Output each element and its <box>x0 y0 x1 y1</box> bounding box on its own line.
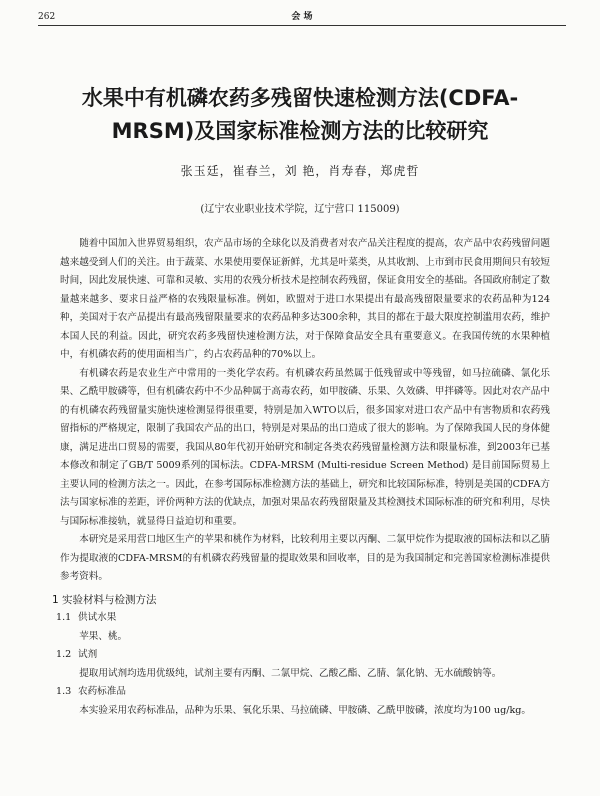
author-list: 张玉廷，崔春兰，刘 艳，肖寿春，郑虎哲 <box>180 164 420 178</box>
article-title: 水果中有机磷农药多残留快速检测方法(CDFA-MRSM)及国家标准检测方法的比较研究 <box>81 86 519 143</box>
header-rule <box>38 25 566 26</box>
subsection-heading: 1.2 试剂 <box>56 649 98 660</box>
intro-paragraph-2: 有机磷农药是农业生产中常用的一类化学农药。有机磷农药虽然属于低残留或中等残留，如马拉硫磷、氯化乐果、乙酰甲胺磷等，但有机磷农药中不少品种属于高毒农药，如甲胺磷、乐果、久效磷、甲拌磷等。因此对农产品中的有机磷农药残留量实施快速检测显得很重要，特别是加入WTO以后，很多国家对进口农产品中有害物质和农药残留指标的严格规定，限制了我国农产品的出口，特别是对果品的出口造成了很大的影响。为了保障我国人民的身体健康，满足进出口贸易的需要，我国从80年代初开始研究和制定各类农药残留量检测方法和限量标准，到2003年已基本修改和制定了GB/T 5009系列的国标法。CDFA-MRSM (Multi-residue Screen Method) 是目前国际贸易上主要认同的检测方法之一。因此，在参考国际标准检测方法的基础上，研究和比较国际标准，特别是美国的CDFA方法与国家标准的差距，评价两种方法的优缺点，加强对果品农药残留限量及其检测技术国际标准的研究和利用，尽快与国际标准接轨，就显得日益迫切和重要。 <box>60 367 550 527</box>
article-body <box>52 235 550 720</box>
affiliation: (辽宁农业职业技术学院，辽宁营口 115009) <box>200 204 400 215</box>
subsection-heading: 1.3 农药标准品 <box>56 686 126 697</box>
intro-paragraph-3: 本研究是采用营口地区生产的苹果和桃作为材料，比较利用主要以丙酮、二氯甲烷作为提取液的国标法和以乙腈作为提取液的CDFA-MRSM的有机磷农药残留量的提取效果和回收率，目的是为我国制定和完善国家检测标准提供参考资料。 <box>60 534 550 582</box>
running-title: 会 场 <box>291 12 313 22</box>
subsection-heading: 1.1 供试水果 <box>56 612 117 623</box>
intro-paragraph-1: 随着中国加入世界贸易组织，农产品市场的全球化以及消费者对农产品关注程度的提高，农产品中农药残留问题越来越受到人们的关注。由于蔬菜、水果使用要保证新鲜，尤其是叶菜类，从其收割、上市到市民食用期间只有较短时间，因此发展快速、可靠和灵敏、实用的农残分析技术是控制农药残留，保证食用安全的基础。各国政府制定了数量越来越多、要求日益严格的农残限量标准。例如，欧盟对于进口水果提出有最高残留限量要求的农药品种为124种，美国对于农产品提出有最高残留限量要求的农药品种多达300余种，其目的都在于最大限度控制滥用农药，维护本国人民的利益。因此，研究农药多残留快速检测方法，对于保障食品安全具有重要意义。在我国传统的水果种植中，有机磷农药的使用面相当广，约占农药品种的70%以上。 <box>60 238 550 360</box>
page-header <box>38 10 566 24</box>
subsection-content: 苹果、桃。 <box>79 630 128 642</box>
subsection-content: 提取用试剂均选用优级纯，试剂主要有丙酮、二氯甲烷、乙酸乙酯、乙腈、氯化钠、无水硫酸钠等。 <box>79 667 502 679</box>
section-heading: 1 实验材料与检测方法 <box>52 593 157 606</box>
page-number: 262 <box>38 12 56 22</box>
subsection-content: 本实验采用农药标准品，品种为乐果、氧化乐果、马拉硫磷、甲胺磷、乙酰甲胺磷，浓度均为100 ug/kg。 <box>79 704 531 716</box>
